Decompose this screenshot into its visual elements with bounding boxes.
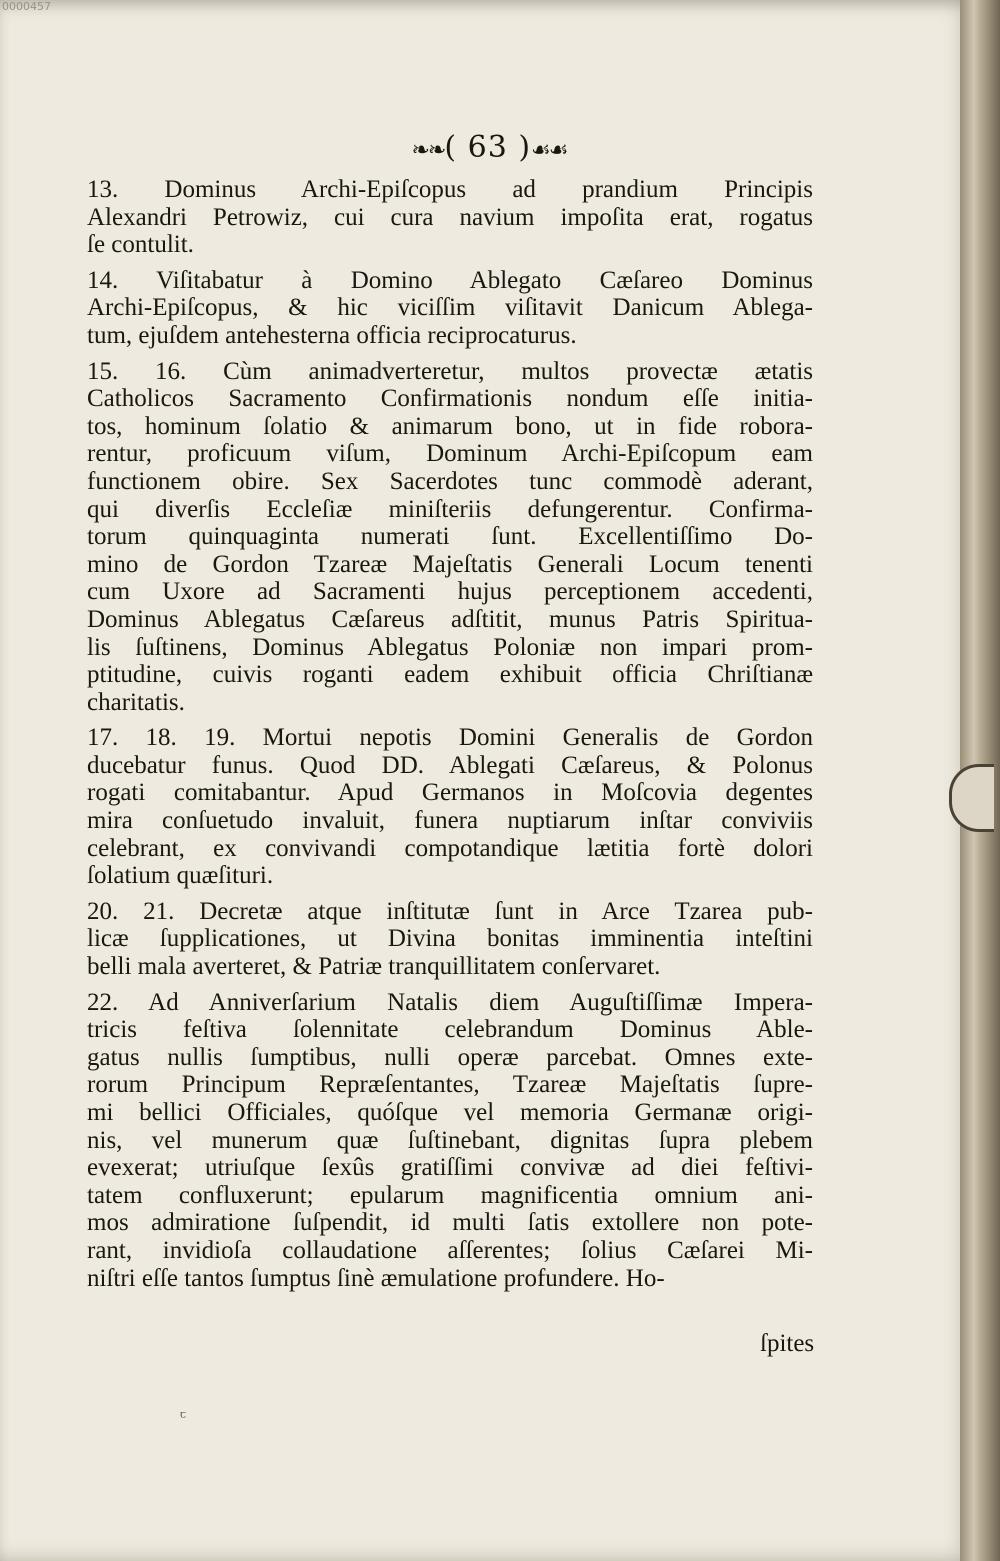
text-line: qui diverſis Eccleſiæ miniſteriis defungerentur. Confirma-: [87, 495, 813, 523]
catchword: ſpites: [760, 1330, 815, 1357]
text-line: Dominus Ablegatus Cæſareus adſtitit, munus Patris Spiritua-: [87, 605, 813, 633]
text-line: 15. 16. Cùm animadverteretur, multos provectæ ætatis: [87, 357, 813, 385]
text-line: charitatis.: [87, 688, 185, 716]
text-line: 17. 18. 19. Mortui nepotis Domini Generalis de Gordon: [87, 724, 813, 752]
paragraph: [87, 358, 813, 717]
text-line: mino de Gordon Tzareæ Majeſtatis Generali Locum tenenti: [87, 550, 813, 578]
text-line: rorum Principum Repræſentantes, Tzareæ Majeſtatis ſupre-: [87, 1071, 813, 1099]
text-line: rogati comitabantur. Apud Germanos in Moſcovia degentes: [87, 779, 813, 807]
page-number: ( 63 ): [444, 130, 532, 165]
paragraph: [87, 989, 813, 1293]
text-line: torum quinquaginta numerati ſunt. Excellentiſſimo Do-: [87, 523, 813, 551]
text-line: ducebatur funus. Quod DD. Ablegati Cæſareus, & Polonus: [87, 751, 813, 779]
ornament-left: ❧❧: [411, 138, 445, 163]
text-line: niſtri eſſe tantos ſumptus ſinè æmulatione profundere. Ho-: [87, 1264, 665, 1292]
text-line: celebrant, ex convivandi compotandique lætitia fortè dolori: [87, 834, 813, 862]
text-line: belli mala averteret, & Patriæ tranquillitatem conſervaret.: [87, 953, 661, 981]
text-line: tos, hominum ſolatio & animarum bono, ut in fide robora-: [87, 412, 813, 440]
page-header: [0, 130, 978, 165]
text-line: ſolatium quæſituri.: [87, 862, 274, 890]
text-line: mira conſuetudo invaluit, funera nuptiarum inſtar conviviis: [87, 807, 813, 835]
text-line: Alexandri Petrowiz, cui cura navium impoſita erat, rogatus: [87, 203, 813, 231]
paragraph: [87, 898, 813, 981]
text-line: gatus nullis ſumptibus, nulli operæ parcebat. Omnes exte-: [87, 1043, 813, 1071]
text-line: ſe contulit.: [87, 231, 194, 259]
text-line: nis, vel munerum quæ ſuſtinebant, dignitas ſupra plebem: [87, 1126, 813, 1154]
body-text: [87, 176, 813, 1300]
text-line: 13. Dominus Archi-Epiſcopus ad prandium Principis: [87, 176, 813, 203]
text-line: mi bellici Officiales, quóſque vel memoria Germanæ origi-: [87, 1099, 813, 1126]
text-line: Archi-Epiſcopus, & hic viciſſim viſitavit Danicum Ablega-: [87, 294, 813, 322]
paragraph: [87, 267, 813, 350]
paper-speck: ꞇ: [180, 1408, 187, 1421]
text-line: lis ſuſtinens, Dominus Ablegatus Poloniæ non impari prom-: [87, 633, 813, 661]
text-line: 22. Ad Anniverſarium Natalis diem Auguſtiſſimæ Impera-: [87, 988, 813, 1016]
text-line: Catholicos Sacramento Confirmationis nondum eſſe initia-: [87, 385, 813, 413]
paragraph: [87, 176, 813, 259]
text-line: 20. 21. Decretæ atque inſtitutæ ſunt in Arce Tzarea pub-: [87, 897, 813, 925]
text-line: tricis feſtiva ſolennitate celebrandum Dominus Able-: [87, 1016, 813, 1044]
library-shelfmark: 0000457: [2, 0, 51, 13]
text-line: ptitudine, cuivis roganti eadem exhibuit officia Chriſtianæ: [87, 661, 813, 689]
text-line: rentur, proficuum viſum, Dominum Archi-Epiſcopum eam: [87, 440, 813, 468]
text-line: evexerat; utriuſque ſexûs gratiſſimi convivæ ad diei feſtivi-: [87, 1154, 813, 1182]
text-line: rant, invidioſa collaudatione aſſerentes; ſolius Cæſarei Mi-: [87, 1236, 813, 1264]
text-line: 14. Viſitabatur à Domino Ablegato Cæſareo Dominus: [87, 266, 813, 294]
text-line: functionem obire. Sex Sacerdotes tunc commodè aderant,: [87, 467, 813, 495]
text-line: tum, ejuſdem antehesterna officia reciprocaturus.: [87, 321, 577, 349]
text-line: mos admiratione ſuſpendit, id multi ſatis extollere non pote-: [87, 1209, 813, 1237]
ornament-right: ☙☙: [531, 138, 567, 163]
text-line: tatem confluxerunt; epularum magnificentia omnium ani-: [87, 1181, 813, 1209]
text-line: cum Uxore ad Sacramenti hujus perceptionem accedenti,: [87, 578, 813, 606]
text-line: licæ ſupplicationes, ut Divina bonitas imminentia inteſtini: [87, 925, 813, 953]
book-clasp: [949, 764, 994, 832]
paragraph: [87, 724, 813, 890]
